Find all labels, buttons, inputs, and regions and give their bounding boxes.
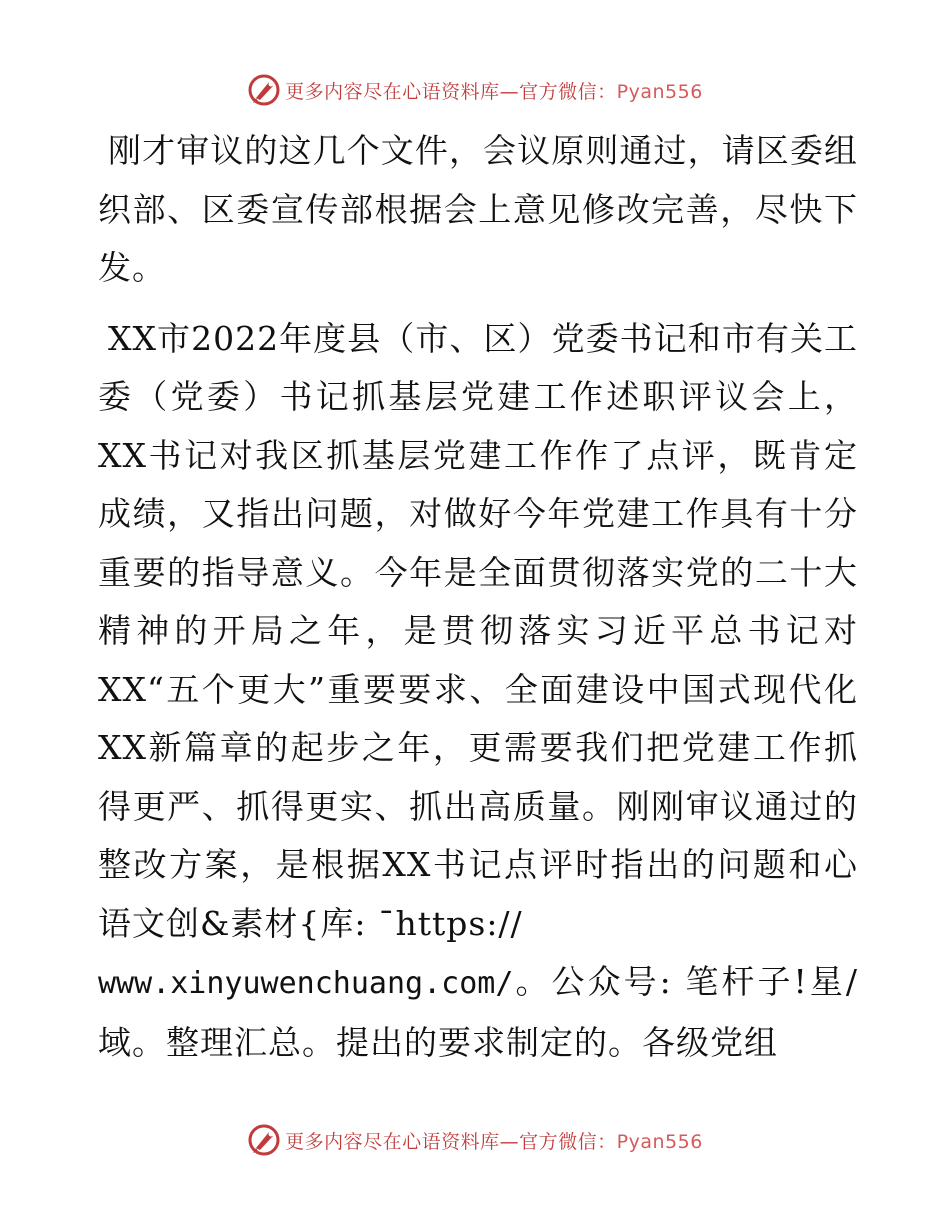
fountain-pen-logo-icon (247, 1123, 281, 1157)
header-banner (0, 70, 950, 110)
paragraph-1: 刚才审议的这几个文件，会议原则通过，请区委组织部、区委宣传部根据会上意见修改完善，尽快下发。 (98, 131, 858, 287)
paragraph-2-part-1: XX市2022年度县（市、区）党委书记和市有关工委（党委）书记抓基层党建工作述职评议会上，XX书记对我区抓基层党建工作作了点评，既肯定成绩，又指出问题，对做好今年党建工作具有十分重要的指导意义。今年是全面贯彻落实党的二十大精神的开局之年，是贯彻落实习近平总书记对XX“五个更大”重要要求、全面建设中国式现代化XX新篇章的起步之年，更需要我们把党建工作抓得更严、抓得更实、抓出高质量。刚刚审议通过的整改方案，是根据XX书记点评时指出的问题和心语文创&素材{库: ¯https:// (98, 318, 858, 943)
header-wechat-id: Pyan556 (616, 80, 703, 103)
website-url-text: www.xinyuwenchuang.com/ (98, 966, 514, 1001)
footer-banner-text: 更多内容尽在心语资料库—官方微信：Pyan556 (285, 1130, 703, 1153)
fountain-pen-logo-icon (247, 73, 281, 107)
paragraph-2 (98, 310, 858, 1073)
header-banner-text: 更多内容尽在心语资料库—官方微信：Pyan556 (285, 80, 703, 103)
paragraph-2-part-2: 。公众号: 笔杆子!星/域。整理汇总。提出的要求制定的。各级党组 (98, 962, 858, 1062)
document-body (98, 122, 858, 1072)
footer-banner (0, 1120, 950, 1160)
footer-wechat-id: Pyan556 (616, 1130, 703, 1153)
